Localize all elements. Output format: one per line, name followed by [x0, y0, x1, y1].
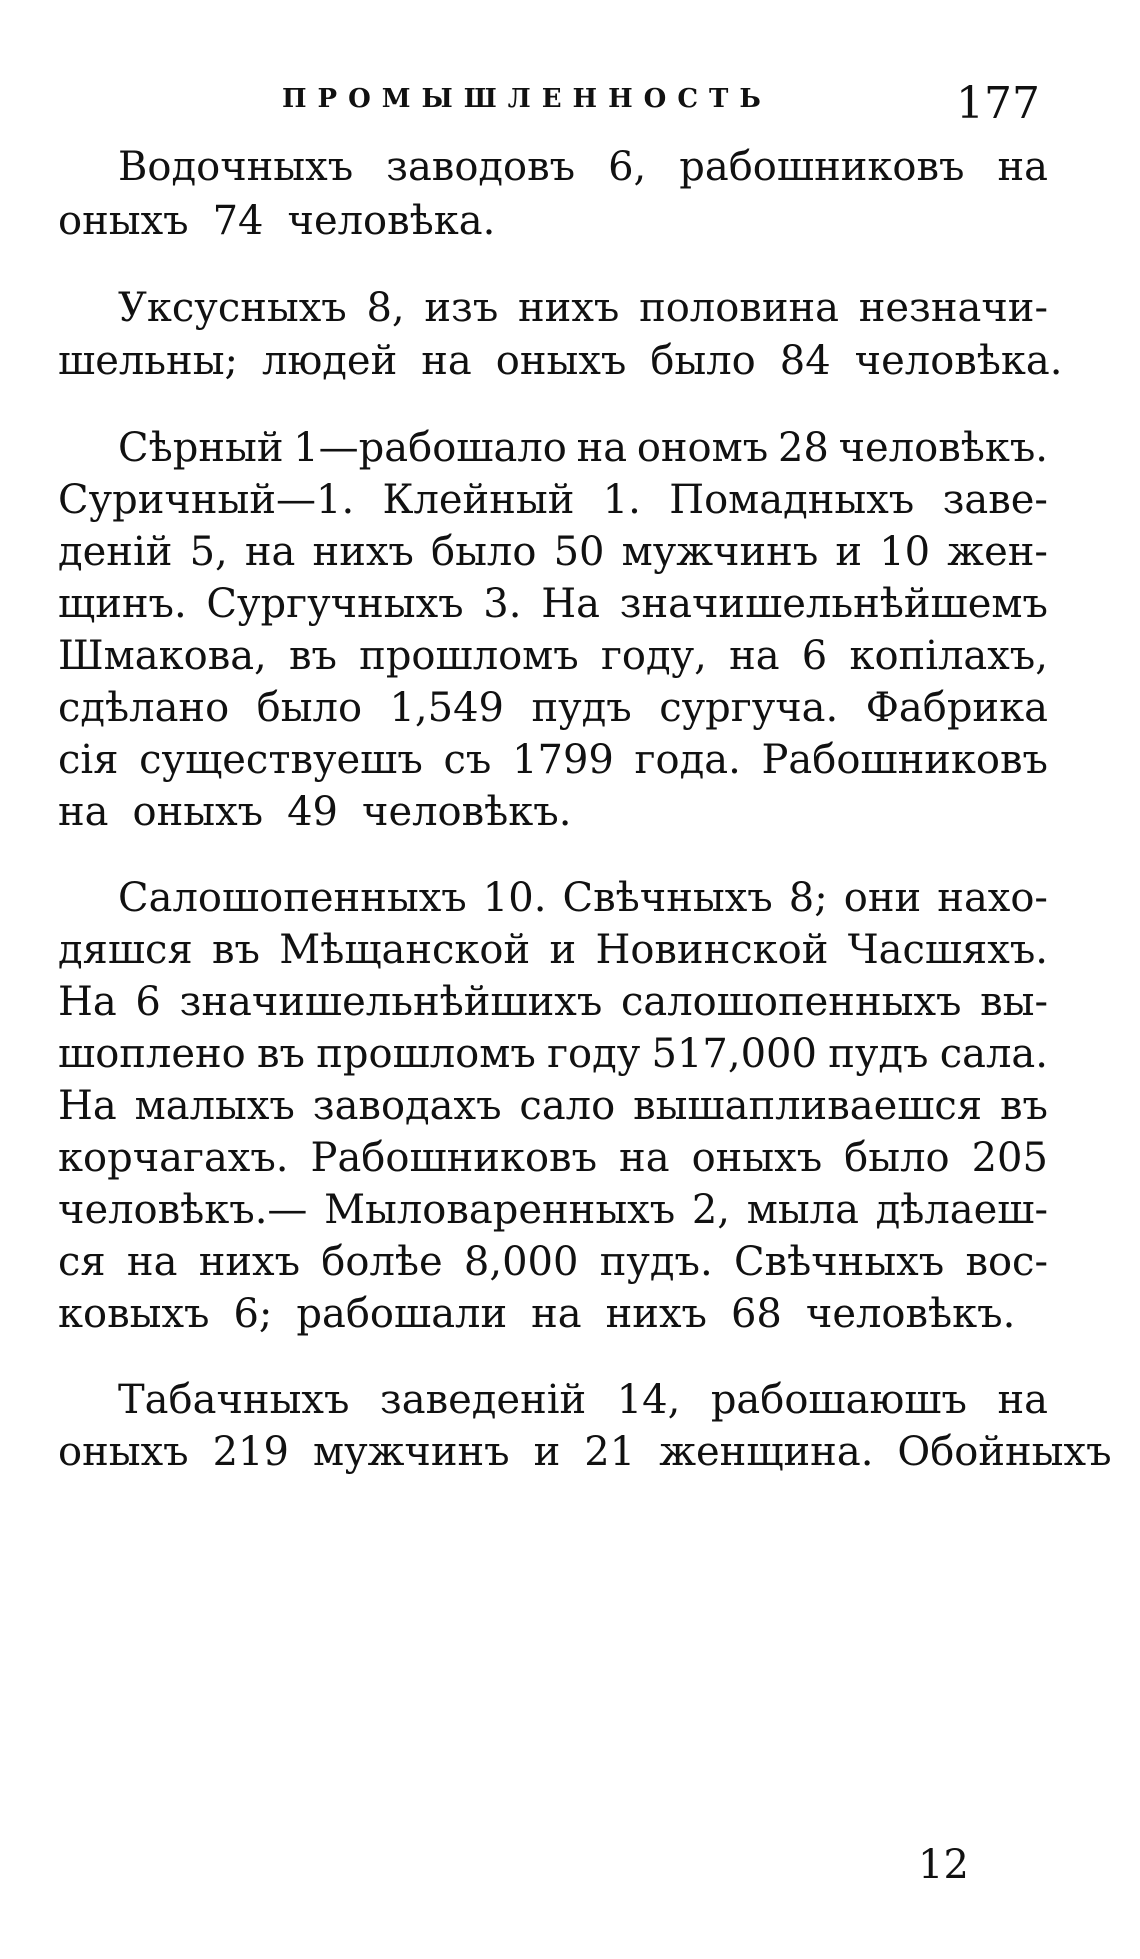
page-number: 177 [956, 78, 1040, 129]
text-line: корчагахъ. Рабошниковъ на оныхъ было 205 [58, 1135, 1048, 1181]
running-head: ПРОМЫШЛЕННОСТЬ [282, 84, 772, 114]
text-line: Сѣрный 1—рабошало на ономъ 28 человѣкъ. [118, 425, 1048, 471]
text-line: на оныхъ 49 человѣкъ. [58, 789, 572, 835]
text-line: шельны; людей на оныхъ было 84 человѣка. [58, 338, 1063, 384]
text-line: оныхъ 219 мужчинъ и 21 женщина. Обойныхъ [58, 1429, 1112, 1475]
text-line: Водочныхъ заводовъ 6, рабошниковъ на [118, 144, 1048, 190]
text-line: ковыхъ 6; рабошали на нихъ 68 человѣкъ. [58, 1291, 1016, 1337]
signature-mark: 12 [918, 1842, 969, 1888]
text-line: Шмакова, въ прошломъ году, на 6 копілахъ, [58, 633, 1048, 679]
text-line: оныхъ 74 человѣка. [58, 198, 496, 244]
text-line: На 6 значишельнѣйшихъ салошопенныхъ вы- [58, 979, 1048, 1025]
text-line: человѣкъ.— Мыловаренныхъ 2, мыла дѣлаеш- [58, 1187, 1048, 1233]
text-line: дяшся въ Мѣщанской и Новинской Часшяхъ. [58, 927, 1048, 973]
text-line: Табачныхъ заведеній 14, рабошаюшъ на [118, 1377, 1048, 1423]
text-line: ся на нихъ болѣе 8,000 пудъ. Свѣчныхъ вос- [58, 1239, 1048, 1285]
text-line: шоплено въ прошломъ году 517,000 пудъ сала. [58, 1031, 1048, 1077]
text-line: щинъ. Сургучныхъ 3. На значишельнѣйшемъ [58, 581, 1048, 627]
text-line: сдѣлано было 1,549 пудъ сургуча. Фабрика [58, 685, 1048, 731]
text-line: На малыхъ заводахъ сало вышапливаешся въ [58, 1083, 1048, 1129]
text-line: Уксусныхъ 8, изъ нихъ половина незначи- [118, 285, 1048, 331]
text-line: Суричный—1. Клейный 1. Помадныхъ заве- [58, 477, 1048, 523]
text-line: сія существуешъ съ 1799 года. Рабошниковъ [58, 737, 1048, 783]
text-line: деній 5, на нихъ было 50 мужчинъ и 10 жен- [58, 529, 1048, 575]
text-line: Салошопенныхъ 10. Свѣчныхъ 8; они нахо- [118, 875, 1048, 921]
